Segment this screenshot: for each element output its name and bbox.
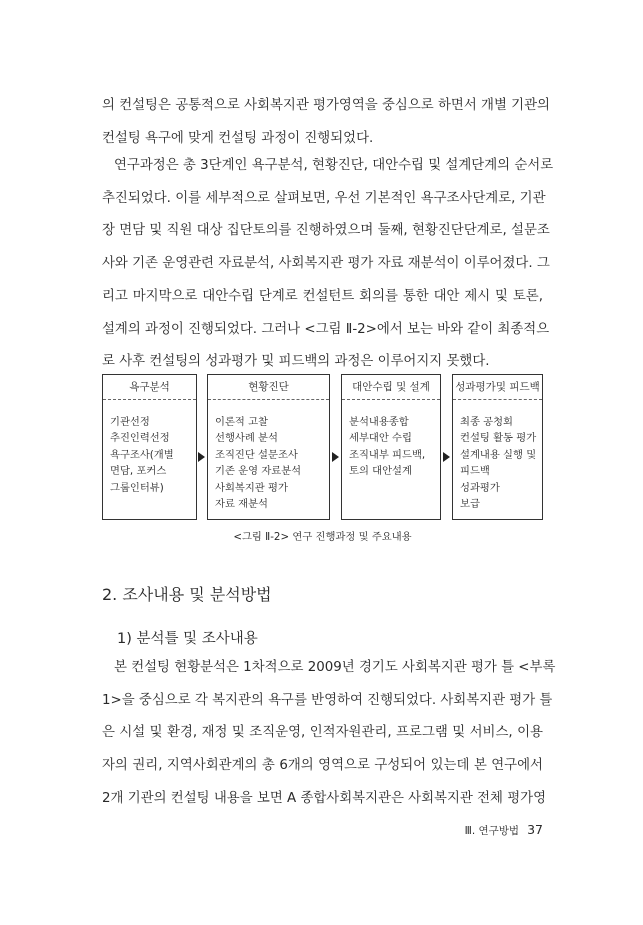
text-line: 추진되었다. 이를 세부적으로 살펴보면, 우선 기본적인 욕구조사단계로, 기관: [102, 190, 546, 206]
stage-header: 욕구분석: [103, 375, 196, 400]
arrow-right-icon: [198, 452, 205, 462]
paragraph-1: [102, 90, 550, 155]
stage-item: 자료 재분석: [215, 498, 269, 511]
stage-item: 이론적 고찰: [215, 416, 269, 428]
paragraph-3: [102, 652, 556, 816]
text-line: 자의 권리, 지역사회관계의 총 6개의 영역으로 구성되어 있는데 본 연구에서: [102, 758, 543, 774]
text-line: 사와 기존 운영관련 자료분석, 사회복지관 평가 자료 재분석이 이루어졌다. 그: [102, 256, 550, 272]
stage-alternative-design: [341, 374, 441, 520]
arrow-right-icon: [332, 452, 339, 462]
stage-header: 현황진단: [208, 375, 329, 400]
stage-item: 면담, 포커스: [110, 465, 167, 478]
stage-item: 피드백: [460, 465, 490, 478]
stage-item: 조직진단 설문조사: [215, 448, 298, 461]
stage-items: [208, 400, 329, 512]
stage-items: [103, 400, 196, 496]
text-line: 컨설팅 욕구에 맞게 컨설팅 과정이 진행되었다.: [102, 130, 374, 146]
text-line: 본 컨설팅 현황분석은 1차적으로 2009년 경기도 사회복지관 평가 틀 <부록: [114, 660, 556, 675]
stage-item: 추진인력선정: [110, 432, 170, 445]
text-line: 은 시설 및 환경, 재정 및 조직운영, 인적자원관리, 프로그램 및 서비스, 이용: [102, 725, 543, 741]
stage-header: 성과평가및 피드백: [453, 375, 542, 400]
text-line: 2개 기관의 컨설팅 내용을 보면 A 종합사회복지관은 사회복지관 전체 평가영: [102, 790, 547, 806]
stage-item: 분석내용종합: [349, 416, 409, 428]
text-line: 연구과정은 총 3단계인 욕구분석, 현황진단, 대안수립 및 설계단계의 순서로: [114, 158, 554, 173]
page-number: 37: [527, 822, 543, 837]
stage-item: 사회복지관 평가: [215, 481, 288, 494]
text-line: 장 면담 및 직원 대상 집단토의를 진행하였으며 둘째, 현황진단단계로, 설문조: [102, 223, 550, 239]
stage-item: 선행사례 분석: [215, 432, 278, 445]
process-diagram: [102, 374, 543, 522]
stage-item: 그룹인터뷰): [110, 481, 164, 494]
stage-header: 대안수립 및 설계: [342, 375, 440, 400]
figure-caption: <그림 Ⅱ-2> 연구 진행과정 및 주요내용: [233, 531, 412, 543]
text-line: 1>을 중심으로 각 복지관의 욕구를 반영하여 진행되었다. 사회복지관 평가 틀: [102, 692, 553, 708]
stage-item: 세부대안 수립: [349, 432, 412, 445]
stage-item: 토의 대안설계: [349, 465, 412, 478]
text-line: 리고 마지막으로 대안수립 단계로 컨설턴트 회의를 통한 대안 제시 및 토론,: [102, 288, 543, 304]
section-heading: 2. 조사내용 및 분석방법: [102, 585, 272, 604]
text-line: 설계의 과정이 진행되었다. 그러나 <그림 Ⅱ-2>에서 보는 바와 같이 최종적으: [102, 321, 550, 337]
stage-item: 최종 공청회: [460, 416, 514, 428]
stage-item: 욕구조사(개별: [110, 448, 174, 461]
stage-items: [342, 400, 440, 480]
paragraph-2: [102, 150, 554, 379]
stage-item: 설계내용 실행 및: [460, 448, 537, 461]
stage-items: [453, 400, 542, 512]
footer-chapter: Ⅲ. 연구방법: [464, 825, 520, 837]
text-line: 로 사후 컨설팅의 성과평가 및 피드백의 과정은 이루어지지 못했다.: [102, 354, 490, 370]
arrow-right-icon: [443, 452, 450, 462]
stage-item: 기존 운영 자료분석: [215, 465, 302, 478]
stage-item: 컨설팅 활동 평가: [460, 432, 537, 445]
stage-status-diagnosis: [207, 374, 330, 520]
stage-item: 보급: [460, 498, 480, 511]
stage-item: 기관선정: [110, 416, 150, 428]
stage-evaluation-feedback: [452, 374, 543, 520]
stage-item: 조직내부 피드백,: [349, 448, 426, 461]
page-footer: [460, 822, 543, 838]
text-line: 의 컨설팅은 공통적으로 사회복지관 평가영역을 중심으로 하면서 개별 기관의: [102, 98, 550, 113]
subsection-heading: 1) 분석틀 및 조사내용: [117, 631, 258, 647]
stage-item: 성과평가: [460, 481, 500, 494]
stage-needs-analysis: [102, 374, 197, 520]
